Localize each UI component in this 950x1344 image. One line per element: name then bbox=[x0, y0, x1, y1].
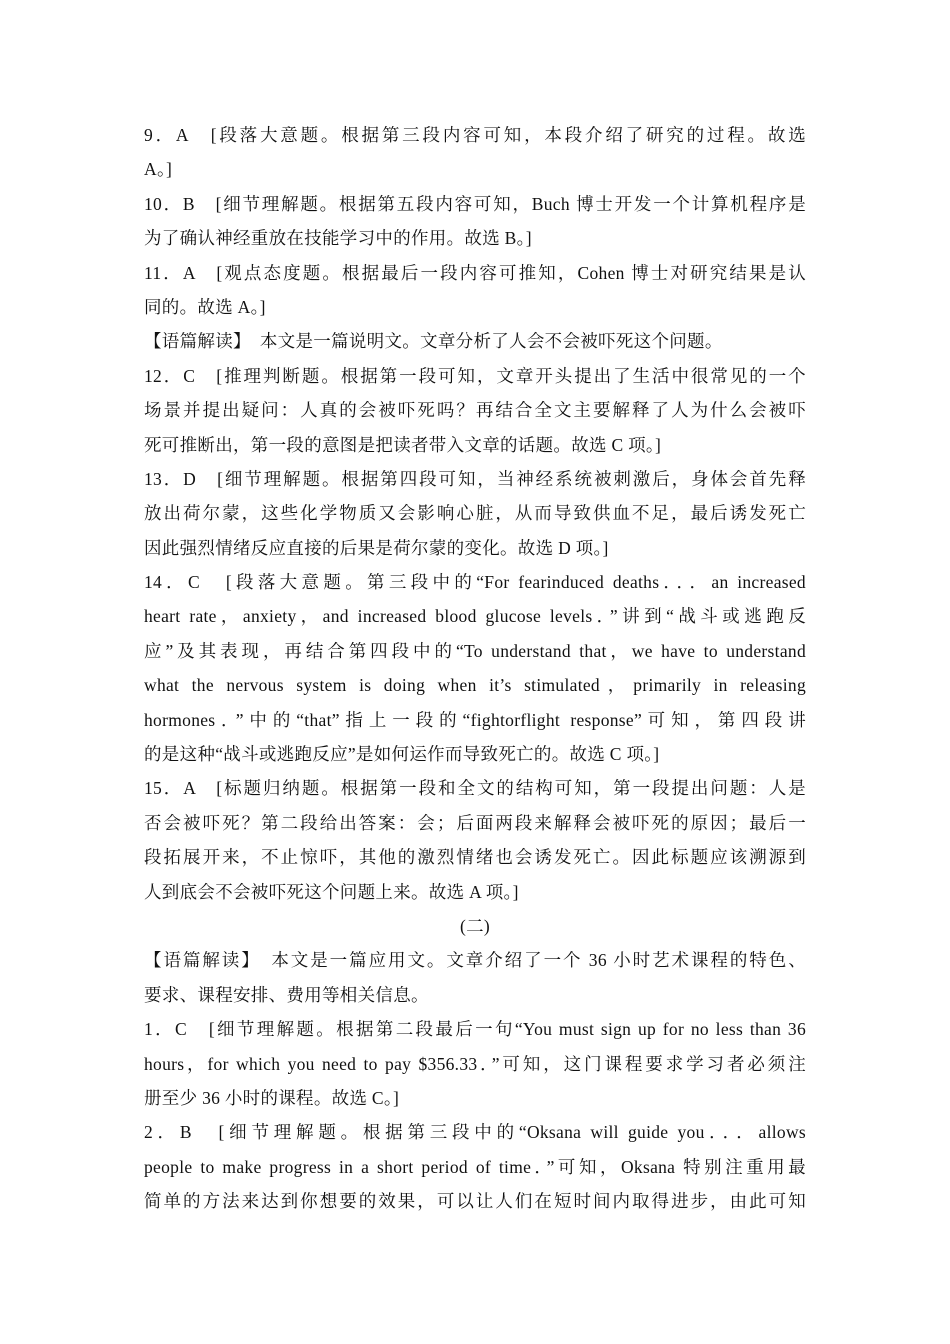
answer-14-line-3: 应”及其表现，再结合第四段中的“To understand that，we have to understand bbox=[144, 640, 806, 661]
answer-15-line-4: 人到底会不会被吓死这个问题上来。故选 A 项。] bbox=[144, 881, 519, 902]
answer-14-line-1: 14．C [段落大意题。第三段中的“For fearinduced deaths．．．an increased bbox=[144, 572, 806, 593]
answer-10-line-2: 为了确认神经重放在技能学习中的作用。故选 B。] bbox=[144, 228, 532, 249]
answer-10-line-1: 10．B [细节理解题。根据第五段内容可知，Buch 博士开发一个计算机程序是 bbox=[144, 193, 806, 214]
answer-15-line-1: 15．A [标题归纳题。根据第一段和全文的结构可知，第一段提出问题：人是 bbox=[144, 778, 806, 799]
answer-14-line-2: heart rate，anxiety，and increased blood glucose levels．”讲到“战斗或逃跑反 bbox=[144, 606, 806, 627]
passage-summary-1: 【语篇解读】 本文是一篇说明文。文章分析了人会不会被吓死这个问题。 bbox=[144, 331, 723, 352]
answer-14-line-4: what the nervous system is doing when it’s stimulated，primarily in releasing bbox=[144, 675, 806, 696]
passage-summary-2-line-1: 【语篇解读】 本文是一篇应用文。文章介绍了一个 36 小时艺术课程的特色、 bbox=[144, 950, 806, 971]
answer-2-line-2: people to make progress in a short period of time．”可知，Oksana 特别注重用最 bbox=[144, 1156, 806, 1177]
answer-2-line-1: 2．B [细节理解题。根据第三段中的“Oksana will guide you．．．allows bbox=[144, 1122, 806, 1143]
answer-9-line-1: 9．A [段落大意题。根据第三段内容可知，本段介绍了研究的过程。故选 bbox=[144, 125, 806, 145]
answer-14-line-5: hormones．”中的“that”指上一段的“fightorflight response”可知，第四段讲 bbox=[144, 709, 806, 730]
answer-12-line-3: 死可推断出，第一段的意图是把读者带入文章的话题。故选 C 项。] bbox=[144, 434, 662, 455]
answer-15-line-2: 否会被吓死？第二段给出答案：会；后面两段来解释会被吓死的原因；最后一 bbox=[144, 812, 806, 833]
answer-11-line-2: 同的。故选 A。] bbox=[144, 296, 266, 317]
answer-15-line-3: 段拓展开来，不止惊吓，其他的激烈情绪也会诱发死亡。因此标题应该溯源到 bbox=[144, 847, 806, 868]
answer-14-line-6: 的是这种“战斗或逃跑反应”是如何运作而导致死亡的。故选 C 项。] bbox=[144, 744, 660, 765]
passage-summary-2-line-2: 要求、课程安排、费用等相关信息。 bbox=[144, 984, 429, 1005]
answer-12-line-2: 场景并提出疑问：人真的会被吓死吗？再结合全文主要解释了人为什么会被吓 bbox=[144, 400, 806, 421]
section-heading: (二) bbox=[459, 915, 491, 936]
answer-1-line-1: 1．C [细节理解题。根据第二段最后一句“You must sign up for no less than 36 bbox=[144, 1019, 806, 1040]
answer-13-line-1: 13．D [细节理解题。根据第四段可知，当神经系统被刺激后，身体会首先释 bbox=[144, 468, 806, 489]
answer-1-line-3: 册至少 36 小时的课程。故选 C。] bbox=[144, 1087, 400, 1108]
answer-13-line-2: 放出荷尔蒙，这些化学物质又会影响心脏，从而导致供血不足，最后诱发死亡 bbox=[144, 503, 806, 524]
answer-12-line-1: 12．C [推理判断题。根据第一段可知，文章开头提出了生活中很常见的一个 bbox=[144, 365, 806, 386]
answer-1-line-2: hours，for which you need to pay $356.33．”可知，这门课程要求学习者必须注 bbox=[144, 1053, 806, 1074]
answer-13-line-3: 因此强烈情绪反应直接的后果是荷尔蒙的变化。故选 D 项。] bbox=[144, 537, 609, 558]
answer-11-line-1: 11．A [观点态度题。根据最后一段内容可推知，Cohen 博士对研究结果是认 bbox=[144, 262, 806, 283]
answer-document bbox=[144, 118, 806, 1219]
answer-9-line-2: A。] bbox=[144, 159, 173, 180]
answer-2-line-3: 简单的方法来达到你想要的效果，可以让人们在短时间内取得进步，由此可知 bbox=[144, 1191, 806, 1212]
